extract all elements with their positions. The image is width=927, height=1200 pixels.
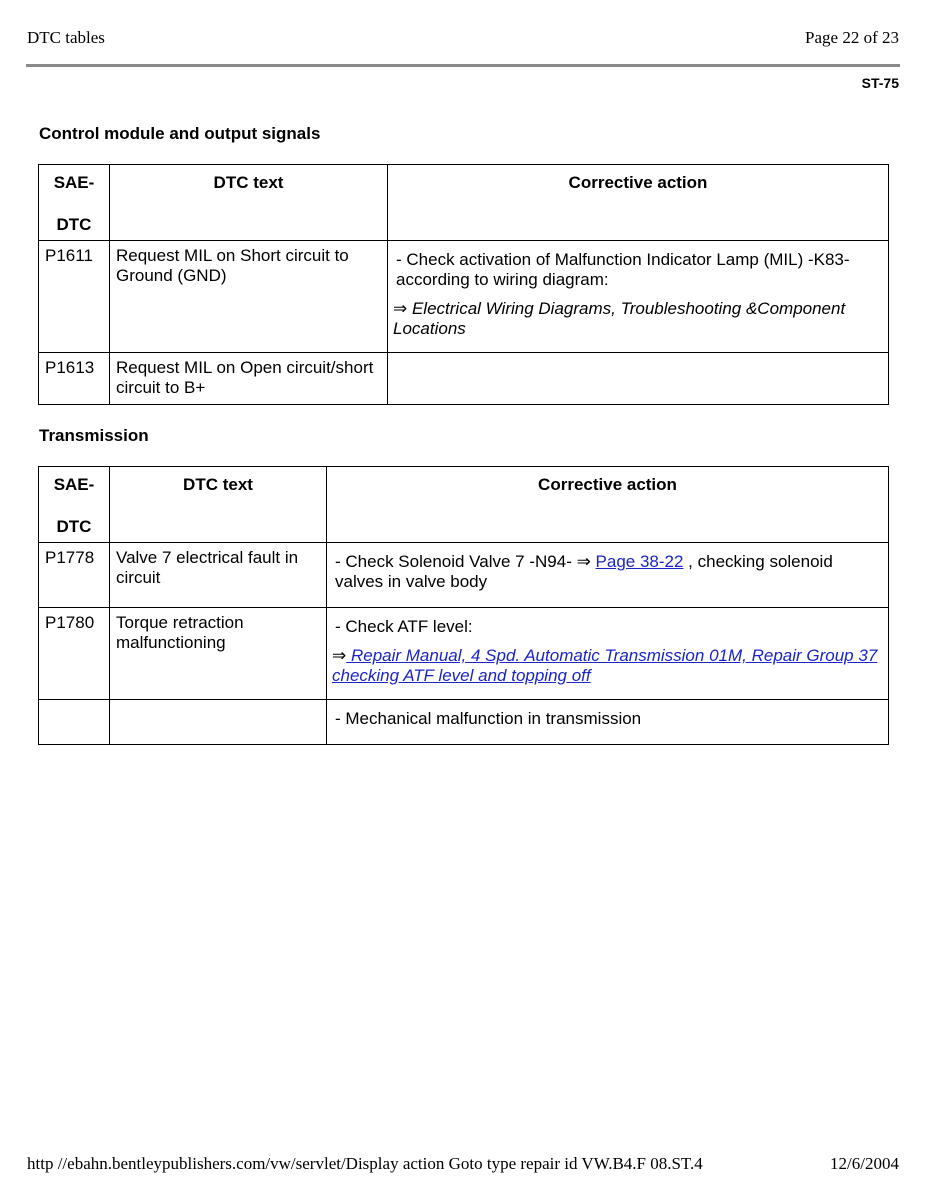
dtc-text: Valve 7 electrical fault in circuit — [116, 548, 299, 587]
page-footer — [27, 1154, 899, 1174]
reference-text: Electrical Wiring Diagrams, Troubleshooting &Component Locations — [393, 299, 846, 338]
column-header-dtc-text: DTC text — [110, 467, 327, 543]
corrective-action — [327, 543, 888, 597]
dtc-code: P1778 — [45, 548, 95, 567]
action-text-continued: , checking solenoid valves in valve body — [335, 552, 833, 591]
dtc-code: P1780 — [45, 613, 95, 632]
action-text: - Check ATF level: — [335, 617, 473, 636]
column-header-sae: SAE- — [53, 173, 95, 192]
dtc-text — [110, 700, 326, 710]
table-row — [39, 700, 889, 745]
document-title: DTC tables — [27, 28, 105, 47]
arrow-right-icon: ⇒ — [393, 299, 408, 318]
column-header-corrective-action: Corrective action — [388, 165, 889, 241]
footer-date: 12/6/2004 — [830, 1154, 899, 1173]
action-text: - Check Solenoid Valve 7 -N94- ⇒ — [335, 552, 596, 571]
dtc-code: P1611 — [45, 246, 93, 265]
corrective-action — [327, 608, 888, 691]
document-code: ST-75 — [861, 75, 899, 91]
table-header-row — [39, 467, 889, 543]
corrective-action — [388, 353, 888, 367]
dtc-text: Request MIL on Open circuit/short circuit to B+ — [116, 358, 374, 397]
table-row — [39, 608, 889, 700]
page-number: Page 22 of 23 — [805, 28, 899, 47]
column-header-dtc: DTC — [56, 517, 92, 536]
corrective-action: - Mechanical malfunction in transmission — [335, 709, 642, 728]
action-reference — [332, 646, 882, 686]
dtc-text: Request MIL on Short circuit to Ground (GND) — [116, 246, 349, 285]
column-header-sae-dtc — [39, 467, 110, 543]
table-row — [39, 353, 889, 405]
table-row — [39, 543, 889, 608]
page-link[interactable]: Page 38-22 — [595, 552, 684, 571]
section-title-transmission: Transmission — [39, 426, 149, 445]
column-header-sae: SAE- — [53, 475, 95, 494]
column-header-sae-dtc — [39, 165, 110, 241]
dtc-code: P1613 — [45, 358, 95, 377]
column-header-corrective-action: Corrective action — [327, 467, 889, 543]
action-text: - Check activation of Malfunction Indicator Lamp (MIL) -K83- according to wiring diagram: — [396, 250, 850, 289]
dtc-code — [39, 700, 109, 710]
dtc-text: Torque retraction malfunctioning — [116, 613, 244, 652]
table-header-row — [39, 165, 889, 241]
dtc-table-control-module — [38, 164, 889, 405]
section-title-control-module: Control module and output signals — [39, 124, 321, 143]
corrective-action — [388, 241, 888, 344]
dtc-table-transmission — [38, 466, 889, 745]
column-header-dtc-text: DTC text — [110, 165, 388, 241]
table-row — [39, 241, 889, 353]
action-reference — [393, 299, 882, 339]
column-header-dtc: DTC — [56, 215, 92, 234]
arrow-right-icon: ⇒ — [332, 646, 347, 665]
footer-url: http //ebahn.bentleypublishers.com/vw/servlet/Display action Goto type repair id VW.B4.F 08.ST.4 — [27, 1154, 703, 1173]
header-divider — [26, 64, 900, 67]
repair-manual-link[interactable]: Repair Manual, 4 Spd. Automatic Transmission 01M, Repair Group 37 checking ATF level and topping off — [332, 646, 878, 685]
